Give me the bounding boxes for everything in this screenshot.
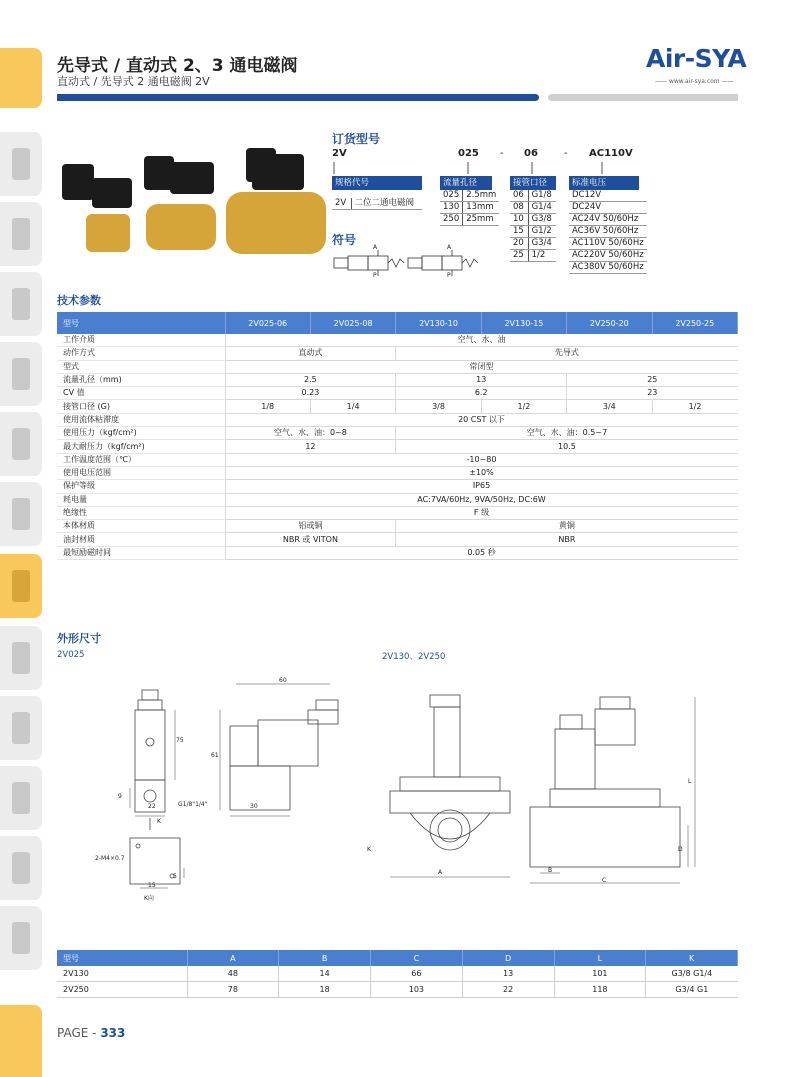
page-subtitle: 直动式 / 先导式 2 通电磁阀 2V [57,75,210,88]
dims-cell: G3/4 G1 [646,982,738,998]
table-row [57,546,738,559]
dims-cell: 118 [554,982,646,998]
tech-row-label: 油封材质 [57,533,225,546]
drawing-2v025 [80,670,350,910]
dim-60: 60 [279,677,287,684]
brand-url: —— www.air-sya.com —— [655,78,734,85]
side-tab-1[interactable] [0,132,42,196]
tech-cell: F 级 [225,506,738,519]
flow-code: 025 [440,190,463,202]
drawing-2v130-250 [360,685,710,890]
tech-row-label: 耗电量 [57,493,225,506]
dim-22: 22 [148,803,156,810]
filter-icon [12,148,30,180]
valve-icon [12,498,30,530]
brand-logo: Air-SYA [646,44,747,73]
dims-header: B [279,950,371,966]
tech-header: 2V025-08 [310,312,395,334]
valve-icon [12,712,30,744]
dims-cell: 103 [371,982,463,998]
dim-c: C [602,877,607,884]
port-header: 接管口径 [510,176,556,190]
side-tab-8[interactable] [0,626,42,690]
tech-cell: 12 [225,440,396,453]
tech-cell: 13 [396,373,567,386]
valve-icon [12,782,30,814]
tech-cell: 1/8 [225,400,310,413]
dim-9: 9 [118,793,122,800]
flow-code: 250 [440,214,463,226]
dims-cell: 22 [462,982,554,998]
flow-box [440,176,497,226]
tech-cell: ±10% [225,466,738,479]
voltage-option: AC36V 50/60Hz [569,226,647,238]
tech-cell: 空气、水、油：0~8 [225,427,396,440]
dims-header: A [187,950,279,966]
dims-header: D [462,950,554,966]
table-row [57,440,738,453]
tech-cell: AC:7VA/60Hz, 9VA/50Hz, DC:6W [225,493,738,506]
port-code: 15 [510,226,528,238]
tech-cell: 常闭型 [225,360,738,373]
dims-cell: 18 [279,982,371,998]
tech-cell: 1/2 [481,400,566,413]
tech-cell: 3/4 [567,400,652,413]
table-row [57,427,738,440]
tech-cell: 23 [567,387,738,400]
tech-row-label: 最短励磁时间 [57,546,225,559]
tech-cell: 20 CST 以下 [225,413,738,426]
side-tab-9[interactable] [0,696,42,760]
port-code: 08 [510,202,528,214]
table-row [57,400,738,413]
flow-size: 2.5mm [463,190,500,202]
tech-row-label: 动作方式 [57,347,225,360]
order-code-dash: - [500,148,504,159]
tech-cell: 铝或铜 [225,520,396,533]
tech-cell: 25 [567,373,738,386]
tech-row-label: 绝缘性 [57,506,225,519]
order-code-title: 订货型号 [332,132,381,146]
voltage-box [569,176,644,274]
tech-title: 技术参数 [57,294,101,307]
dims-header: K [646,950,738,966]
tech-cell: 3/8 [396,400,481,413]
order-code-part: AC110V [589,148,633,159]
dim-5: 5 [173,873,177,880]
page-title: 先导式 / 直动式 2、3 通电磁阀 [57,56,298,76]
tech-cell: 0.05 秒 [225,546,738,559]
order-code-part: 06 [524,148,538,159]
dims-cell: 2V130 [57,966,187,982]
page-prefix: PAGE - [57,1026,101,1040]
dim-kview: K向 [144,895,154,902]
table-row [57,373,738,386]
flow-code: 130 [440,202,463,214]
symbol-title: 符号 [332,233,357,247]
dim-k: K [157,818,161,825]
voltage-option: DC24V [569,202,647,214]
order-code-part: 025 [458,148,479,159]
dims-header: L [554,950,646,966]
spec-code-header: 规格代号 [332,176,422,190]
dim-30: 30 [250,803,258,810]
dims-cell: 48 [187,966,279,982]
table-row [57,360,738,373]
valve-symbol [332,248,482,278]
side-tab-4[interactable] [0,342,42,406]
tech-header: 2V250-20 [567,312,652,334]
flow-header: 流量孔径 [440,176,492,190]
tech-header: 2V250-25 [652,312,737,334]
flow-size: 25mm [463,214,500,226]
port-code: 06 [510,190,528,202]
dim-15: 15 [148,882,156,889]
symbol-port-p: P [447,272,451,279]
tech-cell: IP65 [225,480,738,493]
side-tab-6[interactable] [0,482,42,546]
solenoid-valve-icon [12,570,30,602]
side-tab-7-active[interactable] [0,554,42,618]
port-size: G1/2 [528,226,556,238]
voltage-option: AC24V 50/60Hz [569,214,647,226]
flow-size: 13mm [463,202,500,214]
tech-row-label: CV 值 [57,387,225,400]
dim-61: 61 [211,752,219,759]
tech-row-label: 使用电压范围 [57,466,225,479]
dim-a: A [438,869,443,876]
table-row [57,506,738,519]
side-tab-3[interactable] [0,272,42,336]
table-row [57,453,738,466]
port-code: 20 [510,238,528,250]
chapter-tab [0,48,42,108]
port-size: G1/4 [528,202,556,214]
header-bar [57,94,539,101]
tech-cell: NBR [396,533,738,546]
tech-cell: 黄铜 [396,520,738,533]
voltage-option: AC380V 50/60Hz [569,262,647,274]
tech-cell: 先导式 [396,347,738,360]
tech-cell: 空气、水、油 [225,334,738,347]
dim-l: L [688,778,692,785]
symbol-port-a: A [447,244,452,251]
voltage-header: 标准电压 [569,176,639,190]
tech-row-label: 保护等级 [57,480,225,493]
port-size: G3/8 [528,214,556,226]
table-row [57,533,738,546]
table-row [57,480,738,493]
filter-icon [12,218,30,250]
dims-title: 外形尺寸 [57,632,101,645]
dim-m4: 2-M4×0.7 [95,855,125,862]
page-num: 333 [100,1026,126,1040]
dims-table [57,950,738,998]
dim-75: 75 [176,737,184,744]
table-row [57,413,738,426]
gauge-icon [12,922,30,954]
side-tab-2[interactable] [0,202,42,266]
table-row [57,982,738,998]
product-photos [56,140,326,260]
fitting-icon [12,288,30,320]
dims-header: 型号 [57,950,187,966]
tech-row-label: 使用流体粘滞度 [57,413,225,426]
dim-d: D [678,846,683,853]
table-row [57,966,738,982]
tech-row-label: 接管口径 (G) [57,400,225,413]
side-tab-10[interactable] [0,766,42,830]
filter-icon [12,852,30,884]
cylinder-icon [12,358,30,390]
order-code-connectors [330,160,650,176]
port-box [510,176,556,262]
tech-row-label: 工作介质 [57,334,225,347]
tech-cell: 空气、水、油：0.5~7 [396,427,738,440]
tech-cell: 6.2 [396,387,567,400]
tech-row-label: 流量孔径（mm) [57,373,225,386]
dims-cell: G3/8 G1/4 [646,966,738,982]
voltage-option: AC220V 50/60Hz [569,250,647,262]
side-tab-5[interactable] [0,412,42,476]
tech-cell: NBR 或 VITON [225,533,396,546]
dims-cell: 66 [371,966,463,982]
page-number [57,1026,125,1040]
table-row [57,347,738,360]
tech-header: 2V130-15 [481,312,566,334]
tech-table [57,312,738,560]
tech-cell: 0.23 [225,387,396,400]
port-size: 1/2 [528,250,556,262]
voltage-option: DC12V [569,190,647,202]
tech-cell: 直动式 [225,347,396,360]
side-tab-12[interactable] [0,906,42,970]
table-row [57,520,738,533]
header-bar-gray [548,94,738,101]
tech-row-label: 型式 [57,360,225,373]
table-row [57,466,738,479]
spec-code-box [332,176,422,210]
dims-left-label: 2V025 [57,650,85,660]
valve-icon [12,428,30,460]
port-code: 25 [510,250,528,262]
tech-header: 2V130-10 [396,312,481,334]
dim-b: B [548,867,553,874]
table-row [57,493,738,506]
tech-row-label: 使用压力（kgf/cm²) [57,427,225,440]
tech-cell: 1/2 [652,400,737,413]
spec-code: 2V [332,198,351,210]
port-size: G3/4 [528,238,556,250]
dims-cell: 101 [554,966,646,982]
tech-header: 2V025-06 [225,312,310,334]
table-row [57,334,738,347]
spec-desc: 二位二通电磁阀 [351,198,422,210]
port-size: G1/8 [528,190,556,202]
port-code: 10 [510,214,528,226]
dims-cell: 78 [187,982,279,998]
dim-thread: G1/8"1/4" [178,801,208,808]
order-code-dash: - [564,148,568,159]
tech-row-label: 最大耐压力（kgf/cm²) [57,440,225,453]
tech-header: 型号 [57,312,225,334]
symbol-port-a: A [373,244,378,251]
dims-cell: 14 [279,966,371,982]
tech-row-label: 本体材质 [57,520,225,533]
valve-icon [12,642,30,674]
voltage-option: AC110V 50/60Hz [569,238,647,250]
side-tab-11[interactable] [0,836,42,900]
dims-cell: 2V250 [57,982,187,998]
tech-cell: 2.5 [225,373,396,386]
order-code-part: 2V [332,148,347,159]
symbol-port-p: P [373,272,377,279]
dims-cell: 13 [462,966,554,982]
tech-cell: -10~80 [225,453,738,466]
chapter-tab-bottom [0,1005,42,1077]
tech-row-label: 工作温度范围（℃） [57,453,225,466]
tech-cell: 1/4 [310,400,395,413]
dims-right-label: 2V130、2V250 [382,652,446,662]
dims-header: C [371,950,463,966]
table-row [57,387,738,400]
dim-k2: K [367,846,371,853]
tech-cell: 10.5 [396,440,738,453]
